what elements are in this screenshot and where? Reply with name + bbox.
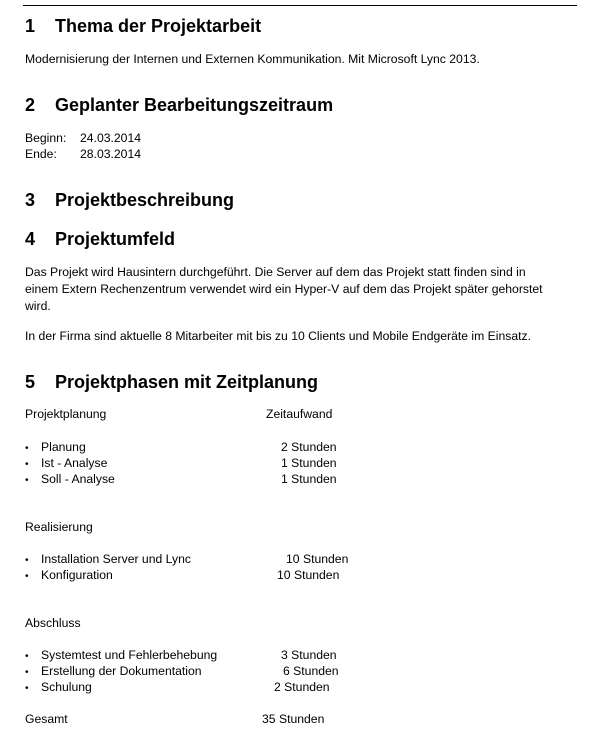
- thema-text: Modernisierung der Internen und Externen Kommunikation. Mit Microsoft Lync 2013.: [25, 52, 480, 66]
- bullet-icon: •: [25, 683, 29, 694]
- end-value: 28.03.2014: [80, 147, 141, 161]
- task-time: 2 Stunden: [274, 680, 330, 694]
- gesamt-value: 35 Stunden: [262, 712, 325, 726]
- section-title: Projektbeschreibung: [55, 190, 235, 210]
- section-1-heading: [25, 16, 261, 37]
- gesamt-label: Gesamt: [25, 712, 68, 726]
- task-time: 1 Stunden: [281, 472, 337, 486]
- zeitaufwand-header: Zeitaufwand: [266, 407, 333, 421]
- abschluss-header: Abschluss: [25, 616, 81, 630]
- list-item: [25, 471, 115, 489]
- task-label: Systemtest und Fehlerbehebung: [41, 648, 218, 662]
- task-time: 3 Stunden: [281, 648, 337, 662]
- bullet-icon: •: [25, 651, 29, 662]
- umfeld-para2: In der Firma sind aktuelle 8 Mitarbeiter mit bis zu 10 Clients und Mobile Endgeräte im Einsatz.: [25, 329, 532, 343]
- umfeld-para1-line1: Das Projekt wird Hausintern durchgeführt. Die Server auf dem das Projekt statt finden sind in: [25, 265, 526, 279]
- task-time: 6 Stunden: [283, 664, 339, 678]
- section-4-heading: [25, 229, 175, 250]
- section-number: 1: [25, 16, 36, 36]
- task-label: Erstellung der Dokumentation: [41, 664, 202, 678]
- list-item: [25, 679, 92, 697]
- section-title: Thema der Projektarbeit: [55, 16, 262, 36]
- task-label: Ist - Analyse: [41, 456, 108, 470]
- task-label: Konfiguration: [41, 568, 113, 582]
- begin-label: Beginn:: [25, 131, 67, 145]
- begin-value: 24.03.2014: [80, 131, 141, 145]
- bullet-icon: •: [25, 443, 29, 454]
- list-item: [25, 567, 113, 585]
- section-2-heading: [25, 95, 333, 116]
- task-label: Planung: [41, 440, 86, 454]
- section-number: 5: [25, 372, 36, 392]
- projektplanung-header: Projektplanung: [25, 407, 107, 421]
- section-title: Projektumfeld: [55, 229, 176, 249]
- section-number: 2: [25, 95, 36, 115]
- end-label: Ende:: [25, 147, 57, 161]
- bullet-icon: •: [25, 555, 29, 566]
- umfeld-para1-line2: einem Extern Rechenzentrum verwendet wird ein Hyper-V auf dem das Projekt später gehorstet: [25, 282, 543, 296]
- task-time: 10 Stunden: [286, 552, 349, 566]
- umfeld-para1-line3: wird.: [25, 299, 51, 313]
- section-number: 4: [25, 229, 36, 249]
- task-time: 10 Stunden: [277, 568, 340, 582]
- page-header-rule: [23, 0, 577, 6]
- task-label: Installation Server und Lync: [41, 552, 191, 566]
- task-time: 2 Stunden: [281, 440, 337, 454]
- realisierung-header: Realisierung: [25, 520, 93, 534]
- section-5-heading: [25, 372, 318, 393]
- task-label: Schulung: [41, 680, 92, 694]
- section-title: Projektphasen mit Zeitplanung: [55, 372, 319, 392]
- task-time: 1 Stunden: [281, 456, 337, 470]
- bullet-icon: •: [25, 667, 29, 678]
- bullet-icon: •: [25, 571, 29, 582]
- bullet-icon: •: [25, 459, 29, 470]
- bullet-icon: •: [25, 475, 29, 486]
- section-number: 3: [25, 190, 36, 210]
- section-3-heading: [25, 190, 234, 211]
- task-label: Soll - Analyse: [41, 472, 115, 486]
- section-title: Geplanter Bearbeitungszeitraum: [55, 95, 334, 115]
